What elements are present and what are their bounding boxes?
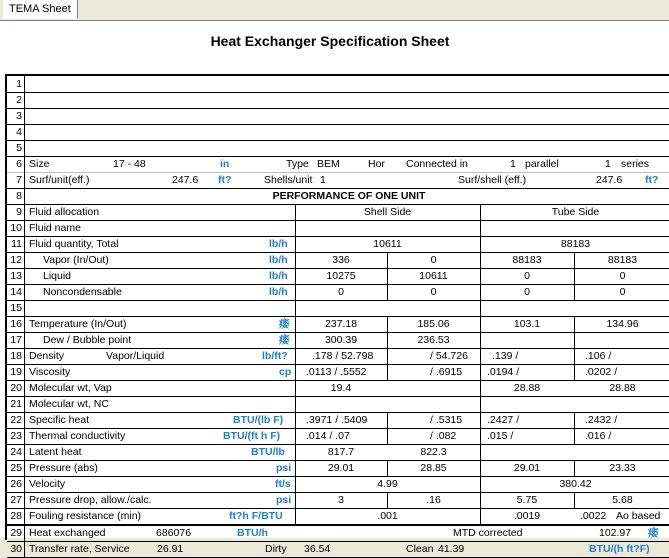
temperature-tube-in: 103.1 <box>513 318 541 330</box>
series-count: 1 <box>605 158 611 170</box>
row-8: 8 PERFORMANCE OF ONE UNIT <box>7 188 669 205</box>
fouling-tube-2: .0022 <box>580 510 607 522</box>
pressure-drop-unit: psi <box>276 494 292 506</box>
bubble-point-shell: 236.53 <box>417 334 450 346</box>
size-label: Size <box>29 158 50 170</box>
surf-shell-unit: ft? <box>645 174 659 186</box>
row-4: 4 <box>7 124 669 141</box>
thermal-conductivity-unit: BTU/(ft h F) <box>223 430 281 442</box>
surf-unit-unit: ft? <box>218 174 232 186</box>
noncondensable-tube-out: 0 <box>619 286 626 298</box>
parallel-count: 1 <box>510 158 516 170</box>
dew-bubble-label: Dew / Bubble point <box>43 334 132 346</box>
row-30: 30 Transfer rate, Service 26.91 Dirty 36.54 Clean 41.39 BTU/(h ft?F) <box>7 541 669 558</box>
orientation: Hor <box>368 158 385 170</box>
pressure-tube-in: 29.01 <box>513 462 541 474</box>
thermal-conductivity-shell-in: .014 / .07 <box>306 430 350 442</box>
row-24: 24 Latent heat BTU/lb 817.7 822.3 <box>7 444 669 461</box>
thermal-conductivity-shell-out: / .082 <box>430 430 457 442</box>
specific-heat-label: Specific heat <box>29 414 90 426</box>
vapor-label: Vapor (In/Out) <box>43 254 109 266</box>
shells-value: 1 <box>320 174 326 186</box>
viscosity-shell-out: / .6915 <box>430 366 463 378</box>
fouling-basis: Ao based <box>616 510 661 522</box>
liquid-label: Liquid <box>43 270 72 282</box>
tube-side-header: Tube Side <box>551 206 600 218</box>
row-12: 12 Vapor (In/Out) lb/h 336 0 88183 88183 <box>7 252 669 269</box>
parallel-label: parallel <box>525 158 559 170</box>
mol-wt-vap-shell: 19.4 <box>330 382 352 394</box>
row-14: 14 Noncondensable lb/h 0 0 0 0 <box>7 284 669 301</box>
row-9: 9 Fluid allocation Shell Side Tube Side <box>7 204 669 221</box>
size-value: 17 - 48 <box>113 158 146 170</box>
vapor-shell-in: 336 <box>332 254 350 266</box>
surf-unit-value: 247.6 <box>172 174 199 186</box>
shell-side-header: Shell Side <box>363 206 412 218</box>
noncondensable-shell-in: 0 <box>338 286 344 298</box>
row-27: 27 Pressure drop, allow./calc. psi 3 .16 5.75 5.68 <box>7 492 669 509</box>
fluid-name-label: Fluid name <box>29 222 81 234</box>
row-13: 13 Liquid lb/h 10275 10611 0 0 <box>7 268 669 285</box>
fouling-shell: .001 <box>377 510 398 522</box>
thermal-conductivity-tube-out: .016 / <box>585 430 612 442</box>
pressure-drop-shell-calc: .16 <box>426 494 441 506</box>
sheet-title: Heat Exchanger Specification Sheet <box>210 33 450 49</box>
specific-heat-tube-in: .2427 / <box>487 414 520 426</box>
pressure-unit: psi <box>276 462 292 474</box>
clean-label: Clean <box>406 543 434 555</box>
fluid-quantity-shell: 10611 <box>373 238 402 250</box>
pressure-drop-tube-calc: 5.68 <box>612 494 633 506</box>
temperature-shell-out: 185.06 <box>417 318 450 330</box>
row-2: 2 <box>7 92 669 109</box>
row-10: 10 Fluid name <box>7 220 669 237</box>
series-label: series <box>621 158 650 170</box>
noncondensable-tube-in: 0 <box>524 286 530 298</box>
liquid-shell-out: 10611 <box>419 270 448 282</box>
row-19: 19 Viscosity cp .0113 / .5552 / .6915 .0194 / .0202 / <box>7 364 669 381</box>
noncondensable-label: Noncondensable <box>43 286 122 298</box>
vapor-shell-out: 0 <box>430 254 437 266</box>
heat-exchanged-unit: BTU/h <box>237 527 268 539</box>
type-value: BEM <box>317 158 340 170</box>
temperature-tube-out: 134.96 <box>606 318 639 330</box>
tema-spec-sheet <box>0 20 669 555</box>
density-tube-out: .106 / <box>585 350 612 362</box>
vapor-tube-in: 88183 <box>512 254 542 266</box>
density-unit: lb/ft? <box>262 350 288 362</box>
row-17: 17 Dew / Bubble point 痿 300.39 236.53 <box>7 332 669 349</box>
row-5: 5 <box>7 140 669 157</box>
temperature-unit: 痿 <box>279 318 290 330</box>
transfer-rate-label: Transfer rate, Service <box>29 543 130 555</box>
dirty-value: 36.54 <box>304 543 331 555</box>
liquid-tube-in: 0 <box>524 270 530 282</box>
density-tube-in: .139 / <box>492 350 519 362</box>
specific-heat-shell-in: .3971 / .5409 <box>306 414 368 426</box>
liquid-unit: lb/h <box>269 270 288 282</box>
density-shell-in: .178 / 52.798 <box>312 350 374 362</box>
density-sublabel: Vapor/Liquid <box>106 350 165 362</box>
row-29: 29 Heat exchanged 686076 BTU/h MTD corrected 102.97 痿 <box>7 525 669 542</box>
performance-header: PERFORMANCE OF ONE UNIT <box>272 190 426 202</box>
row-6: 6 Size 17 - 48 in Type BEM Hor Connected in 1 parallel 1 series <box>7 156 669 173</box>
latent-heat-shell-in: 817.7 <box>327 446 355 458</box>
velocity-unit: ft/s <box>275 478 291 490</box>
velocity-label: Velocity <box>29 478 66 490</box>
dew-bubble-unit: 痿 <box>279 334 290 346</box>
fluid-allocation-label: Fluid allocation <box>29 206 100 218</box>
mtd-value: 102.97 <box>599 527 632 539</box>
pressure-drop-tube-allow: 5.75 <box>516 494 538 506</box>
type-label: Type <box>286 158 309 170</box>
latent-heat-label: Latent heat <box>29 446 82 458</box>
mol-wt-vap-label: Molecular wt, Vap <box>29 382 112 394</box>
density-label: Density <box>29 350 65 362</box>
pressure-drop-shell-allow: 3 <box>338 494 344 506</box>
specific-heat-unit: BTU/(lb F) <box>233 414 284 426</box>
mol-wt-vap-tube-in: 28.88 <box>513 382 541 394</box>
viscosity-label: Viscosity <box>29 366 71 378</box>
row-15: 15 <box>7 300 669 317</box>
fouling-label: Fouling resistance (min) <box>29 510 142 522</box>
mol-wt-nc-label: Molecular wt, NC <box>29 398 109 410</box>
density-shell-out: / 54.726 <box>430 350 468 362</box>
vapor-unit: lb/h <box>269 254 288 266</box>
noncondensable-shell-out: 0 <box>430 286 437 298</box>
pressure-tube-out: 23.33 <box>609 462 636 474</box>
fouling-unit: ft?h F/BTU <box>229 510 283 522</box>
viscosity-tube-in: .0194 / <box>487 366 520 378</box>
viscosity-unit: cp <box>279 366 292 378</box>
surf-shell-value: 247.6 <box>596 174 623 186</box>
mtd-unit: 痿 <box>648 527 659 539</box>
row-22: 22 Specific heat BTU/(lb F) .3971 / .5409 / .5315 .2427 / .2432 / <box>7 412 669 429</box>
row-3: 3 <box>7 108 669 125</box>
thermal-conductivity-tube-in: .015 / <box>487 430 514 442</box>
viscosity-shell-in: .0113 / .5552 <box>306 366 367 378</box>
mtd-label: MTD corrected <box>453 527 523 539</box>
surf-shell-label: Surf/shell (eff.) <box>458 174 527 186</box>
row-1: 1 <box>7 76 669 93</box>
row-23: 23 Thermal conductivity BTU/(ft h F) .014 / .07 / .082 .015 / .016 / <box>7 428 669 445</box>
pressure-label: Pressure (abs) <box>29 462 98 474</box>
surf-unit-label: Surf/unit(eff.) <box>29 174 90 186</box>
vapor-tube-out: 88183 <box>607 254 638 266</box>
liquid-tube-out: 0 <box>619 270 626 282</box>
temperature-label: Temperature (In/Out) <box>29 318 127 330</box>
sheet-tab-bar <box>0 0 669 20</box>
connected-label: Connected in <box>406 158 468 170</box>
dew-point-shell: 300.39 <box>324 334 358 346</box>
noncondensable-unit: lb/h <box>269 286 288 298</box>
velocity-tube: 380.42 <box>559 478 592 490</box>
transfer-rate-value: 26.91 <box>157 543 184 555</box>
latent-heat-shell-out: 822.3 <box>420 446 447 458</box>
row-7: 7 Surf/unit(eff.) 247.6 ft? Shells/unit 1 Surf/shell (eff.) 247.6 ft? <box>7 172 669 189</box>
row-28: 28 Fouling resistance (min) ft?h F/BTU .001 .0019 .0022 Ao based <box>7 508 669 526</box>
pressure-shell-out: 28.85 <box>420 462 447 474</box>
dirty-label: Dirty <box>265 543 287 555</box>
size-unit: in <box>220 158 230 170</box>
pressure-drop-label: Pressure drop, allow./calc. <box>29 494 152 506</box>
heat-exchanged-value: 686076 <box>156 527 192 539</box>
specific-heat-shell-out: / .5315 <box>430 414 463 426</box>
fluid-quantity-tube: 88183 <box>560 238 591 250</box>
row-26: 26 Velocity ft/s 4.99 380.42 <box>7 476 669 493</box>
liquid-shell-in: 10275 <box>326 270 356 282</box>
row-11: 11 Fluid quantity, Total lb/h 10611 88183 <box>7 236 669 253</box>
thermal-conductivity-label: Thermal conductivity <box>29 430 126 442</box>
row-20: 20 Molecular wt, Vap 19.4 28.88 28.88 <box>7 380 669 397</box>
viscosity-tube-out: .0202 / <box>585 366 618 378</box>
row-18: 18 Density Vapor/Liquid lb/ft? .178 / 52.798 / 54.726 .139 / .106 / <box>7 348 669 365</box>
pressure-shell-in: 29.01 <box>327 462 355 474</box>
velocity-shell: 4.99 <box>377 478 398 490</box>
specific-heat-tube-out: .2432 / <box>585 414 618 426</box>
temperature-shell-in: 237.18 <box>324 318 358 330</box>
shells-label: Shells/unit <box>264 174 313 186</box>
row-21: 21 Molecular wt, NC <box>7 396 669 413</box>
latent-heat-unit: BTU/lb <box>251 446 285 458</box>
mol-wt-vap-tube-out: 28.88 <box>609 382 636 394</box>
clean-value: 41.39 <box>438 543 465 555</box>
heat-exchanged-label: Heat exchanged <box>29 527 106 539</box>
tab-tema-sheet[interactable]: TEMA Sheet <box>3 0 78 19</box>
fluid-quantity-unit: lb/h <box>269 238 288 250</box>
spec-grid <box>5 74 669 555</box>
transfer-rate-unit: BTU/(h ft?F) <box>589 543 650 555</box>
fluid-quantity-label: Fluid quantity, Total <box>29 238 119 250</box>
row-25: 25 Pressure (abs) psi 29.01 28.85 29.01 23.33 <box>7 460 669 477</box>
fouling-tube: .0019 <box>513 510 541 522</box>
row-16: 16 Temperature (In/Out) 痿 237.18 185.06 103.1 134.96 <box>7 316 669 333</box>
